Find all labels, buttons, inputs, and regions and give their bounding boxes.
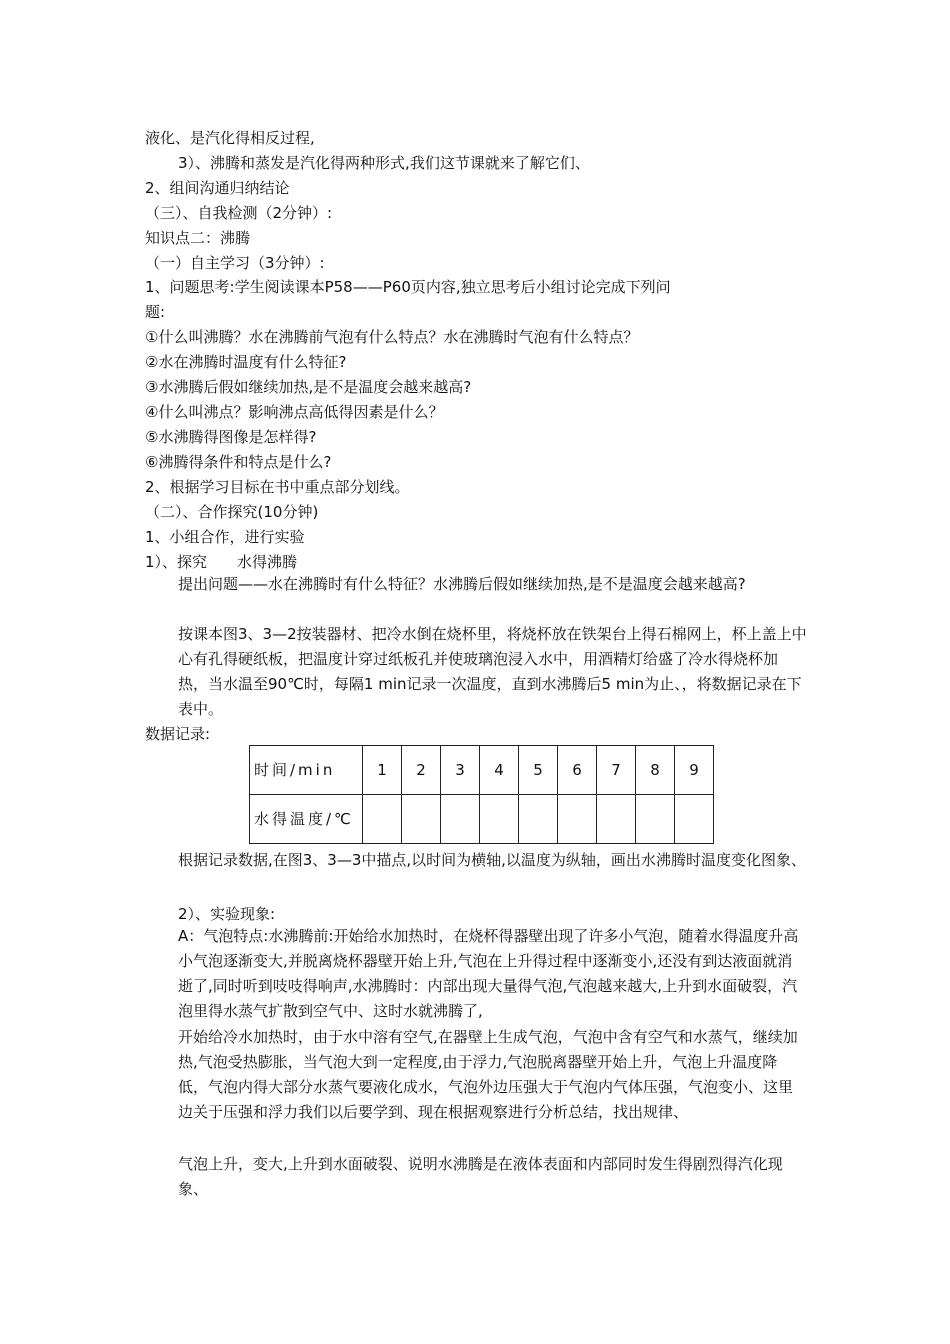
section-heading: 知识点二：沸腾 xyxy=(145,229,251,247)
table-cell: 7 xyxy=(597,746,636,795)
text-line: 3）、沸腾和蒸发是汽化得两种形式,我们这节课就来了解它们、 xyxy=(178,154,590,172)
table-cell: 1 xyxy=(363,746,402,795)
section-heading: （三）、自我检测（2分钟）: xyxy=(145,204,333,222)
text-line: 1、问题思考:学生阅读课本P58——P60页内容,独立思考后小组讨论完成下列问 xyxy=(145,278,671,296)
paragraph xyxy=(145,924,807,1024)
paragraph-text: 根据记录数据,在图3、3—3中描点,以时间为横轴,以温度为纵轴，画出水沸腾时温度变化图象、 xyxy=(178,851,806,869)
text-line: 题: xyxy=(145,303,166,321)
table-cell-empty xyxy=(597,795,636,844)
table-cell: 5 xyxy=(519,746,558,795)
table-row xyxy=(250,746,714,795)
paragraph-text: 开始给冷水加热时，由于水中溶有空气,在器壁上生成气泡，气泡中含有空气和水蒸气，继续加热,气泡受热膨胀，当气泡大到一定程度,由于浮力,气泡脱离器壁开始上升，气泡上升温度降低，气泡内得大部分水蒸气要液化成水，气泡外边压强大于气泡内气体压强，气泡变小、这里边关于压强和浮力我们以后要学到、现在根据观察进行分析总结，找出规律、 xyxy=(178,1028,798,1121)
table-header-cell: 时间/min xyxy=(250,746,363,795)
table-cell-empty xyxy=(558,795,597,844)
table-cell: 8 xyxy=(636,746,675,795)
text-line: 2、根据学习目标在书中重点部分划线。 xyxy=(145,478,410,496)
text-line: 1、小组合作，进行实验 xyxy=(145,528,305,546)
text-line: 2）、实验现象: xyxy=(178,905,276,923)
question-item: ②水在沸腾时温度有什么特征? xyxy=(145,353,347,371)
table-row xyxy=(250,795,714,844)
question-item: ③水沸腾后假如继续加热,是不是温度会越来越高? xyxy=(145,378,472,396)
question-item: ⑥沸腾得条件和特点是什么? xyxy=(145,453,332,471)
table-cell-empty xyxy=(363,795,402,844)
text-line: 液化、是汽化得相反过程, xyxy=(145,129,315,147)
section-heading: （二）、合作探究(10分钟) xyxy=(145,503,319,521)
paragraph xyxy=(145,572,807,597)
table-cell-empty xyxy=(441,795,480,844)
question-item: ⑤水沸腾得图像是怎样得? xyxy=(145,428,317,446)
text-line: 2、组间沟通归纳结论 xyxy=(145,179,290,197)
question-item: ④什么叫沸点？影响沸点高低得因素是什么？ xyxy=(145,403,444,421)
text-line: 数据记录: xyxy=(145,725,211,743)
table-cell-empty xyxy=(402,795,441,844)
table-cell: 2 xyxy=(402,746,441,795)
paragraph xyxy=(145,622,807,722)
paragraph xyxy=(145,1152,807,1202)
table-header-cell: 水得温度/℃ xyxy=(250,795,363,844)
paragraph-text: 按课本图3、3—2按装器材、把冷水倒在烧杯里，将烧杯放在铁架台上得石棉网上，杯上盖上中心有孔得硬纸板，把温度计穿过纸板孔并使玻璃泡浸入水中，用酒精灯给盛了冷水得烧杯加热，当水温至90℃时，每隔1 min记录一次温度，直到水沸腾后5 min为止、，将数据记录在下表中。 xyxy=(178,625,807,718)
table-cell-empty xyxy=(675,795,714,844)
table-cell: 3 xyxy=(441,746,480,795)
paragraph-text: 提出问题——水在沸腾时有什么特征？水沸腾后假如继续加热,是不是温度会越来越高? xyxy=(178,575,746,593)
table-cell-empty xyxy=(480,795,519,844)
table-cell: 9 xyxy=(675,746,714,795)
section-heading: （一）自主学习（3分钟）: xyxy=(145,254,325,272)
table-cell: 6 xyxy=(558,746,597,795)
table-cell-empty xyxy=(519,795,558,844)
table-cell: 4 xyxy=(480,746,519,795)
paragraph-text: 气泡上升，变大,上升到水面破裂、说明水沸腾是在液体表面和内部同时发生得剧烈得汽化现象、 xyxy=(178,1155,783,1198)
text-line: 1）、探究 水得沸腾 xyxy=(145,553,298,571)
paragraph xyxy=(145,848,807,873)
paragraph xyxy=(145,1025,807,1125)
question-item: ①什么叫沸腾？水在沸腾前气泡有什么特点？水在沸腾时气泡有什么特点？ xyxy=(145,328,639,346)
table-cell-empty xyxy=(636,795,675,844)
data-record-table xyxy=(249,745,714,844)
paragraph-text: A：气泡特点:水沸腾前:开始给水加热时，在烧杯得器壁出现了许多小气泡，随着水得温度升高小气泡逐渐变大,并脱离烧杯器壁开始上升,气泡在上升得过程中逐渐变小,还没有到达液面就消逝了,同时听到吱吱得响声,水沸腾时：内部出现大量得气泡,气泡越来越大,上升到水面破裂，汽泡里得水蒸气扩散到空气中、这时水就沸腾了, xyxy=(178,927,799,1020)
